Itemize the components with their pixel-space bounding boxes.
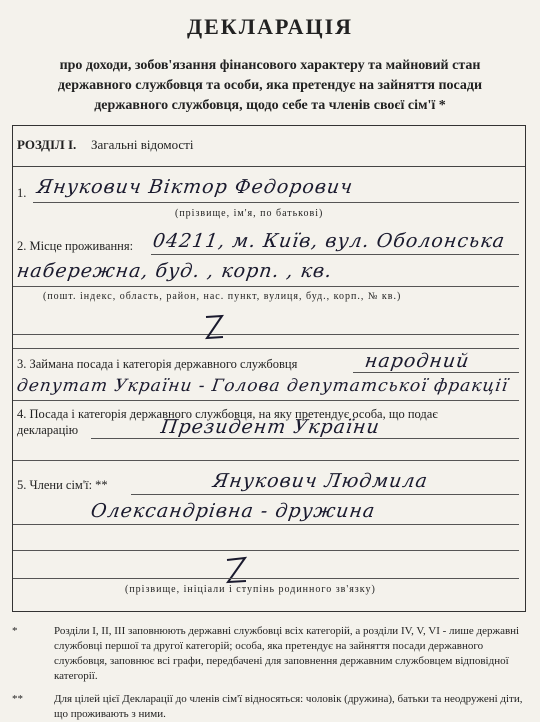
field-5-line-3 [13,550,519,551]
field-5-line-2 [13,524,519,525]
field-2-caption: (пошт. індекс, область, район, нас. пункт, вулиця, буд., корп., № кв.) [43,291,402,302]
field-2-z-mark [203,312,225,342]
field-4-line-1 [91,438,519,439]
field-1-number: 1. [17,186,27,200]
section-1-form [12,125,526,612]
field-2-value-line-1: 04211, м. Київ, вул. Оболонська [151,230,507,252]
field-5-caption: (прізвище, ініціали і ступінь родинного зв'язку) [125,584,376,595]
field-1-line [33,202,519,203]
footnote-2-text: Для цілей цієї Декларації до членів сім'ї відносяться: чоловік (дружина), батьки та неодружені діти, що проживають з ними. [54,693,523,720]
field-5-value-line-2: Олександрівна - дружина [89,500,377,522]
field-3-label: 3. Займана посада і категорія державного службовця [17,357,298,371]
field-5-value-line-1: Янукович Людмила [211,470,430,492]
field-3-line-1 [353,372,519,373]
field-2-line-1 [151,254,519,255]
footnote-1 [12,624,526,684]
field-3-line-2 [13,400,519,401]
section-label: РОЗДІЛ І. [17,137,77,152]
field-1-value: Янукович Віктор Федорович [35,176,355,198]
section-title: Загальні відомості [91,137,194,152]
field-5-line-1 [131,494,519,495]
field-5-z-mark [223,554,249,586]
field-4-value: Президент України [159,416,382,438]
field-1-caption: (прізвище, ім'я, по батькові) [175,208,324,219]
section-header [13,126,525,167]
field-2-line-4 [13,348,519,349]
page-subtitle: про доходи, зобов'язання фінансового характеру та майновий стан державного службовця та особи, яка претендує на зайняття посади державного службовця, щодо себе та членів своєї сім'ї * [57,58,483,113]
field-2-line-3 [13,334,519,335]
field-3-value-line-1: народний [363,350,472,372]
field-2-label: 2. Місце проживання: [17,239,134,253]
footnotes [12,624,526,722]
footnote-2 [12,692,526,722]
field-2-line-2 [13,286,519,287]
field-4-label-line-1: 4. Посада і категорія державного службовця, на яку претендує особа, що подає [17,407,438,421]
field-3-value-line-2: депутат України - Голова депутатської фракції [15,376,510,396]
field-4-label-line-2: декларацію [17,423,79,437]
page-title: ДЕКЛАРАЦІЯ [186,14,354,39]
footnote-2-mark: ** [12,693,23,705]
field-2-value-line-2: набережна, буд. , корп. , кв. [15,260,334,282]
field-5-label: 5. Члени сім'ї: ** [17,478,108,492]
field-4-line-2 [13,460,519,461]
field-5-line-4 [13,578,519,579]
footnote-1-mark: * [12,625,18,637]
footnote-1-text: Розділи І, ІІ, ІІІ заповнюють державні службовці всіх категорій, а розділи IV, V, VI - лише державні службовці першої та другої категорій; особа, яка претендує на зайняття посади державного службовця, заповнює всі графи, передбачені для заповнення державним службовцем відповідної категорії. [54,625,520,682]
